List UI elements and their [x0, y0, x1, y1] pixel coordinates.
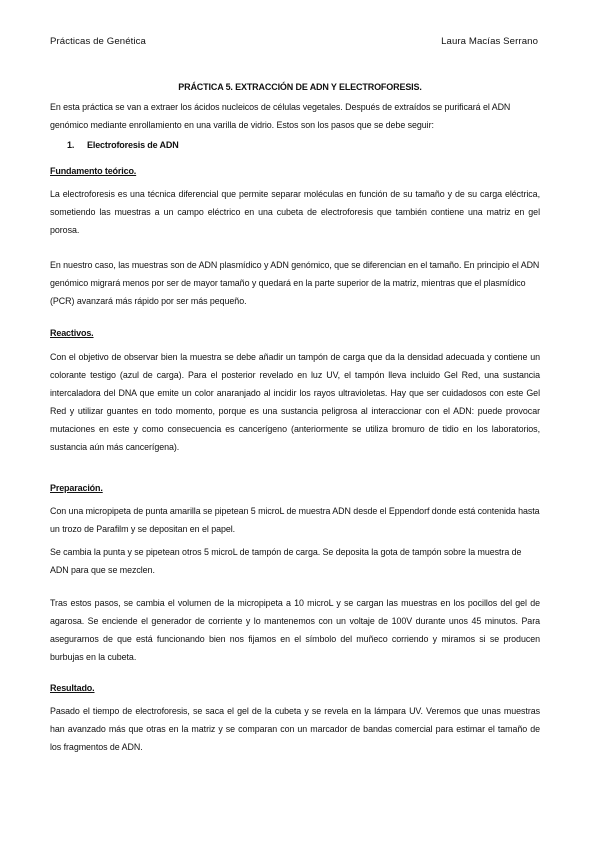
heading-preparacion: Preparación.	[50, 483, 103, 493]
resultado-paragraph: Pasado el tiempo de electroforesis, se saca el gel de la cubeta y se revela en la lámpara UV. Veremos que unas muestras han avanzado más que otras en la matriz y se comparan con un marcador de bandas comercial para estimar el tamaño de los fragmentos de ADN.	[50, 706, 540, 752]
header-author: Laura Macías Serrano	[441, 36, 538, 47]
heading-resultado: Resultado.	[50, 683, 95, 693]
reactivos-paragraph: Con el objetivo de observar bien la muestra se debe añadir un tampón de carga que da la densidad adecuada y contiene un colorante testigo (azul de carga). Para el posterior revelado en luz UV, el tampón lleva incluido Gel Red, una sustancia intercaladora del DNA que emite un color anaranjado al incidir los rayos ultravioletas. Hay que ser cuidadosos con este Gel Red y utilizar guantes en todo momento, porque es una sustancia peligrosa al interaccionar con el ADN: puede provocar mutaciones en este y como consecuencia es cancerígeno (anteriormente se utiliza bromuro de tidio en los laboratorios, sustancia aún más cancerígena).	[50, 352, 540, 452]
fundamento-paragraph-2: En nuestro caso, las muestras son de ADN plasmídico y ADN genómico, que se diferencian en el tamaño. En principio el ADN genómico migrará menos por ser de mayor tamaño y quedará en la parte superior de la matriz, mientras que el plasmídico (PCR) avanzará más rápido por ser más pequeño.	[50, 260, 540, 306]
fundamento-paragraph-1: La electroforesis es una técnica diferencial que permite separar moléculas en función de su tamaño y de su carga eléctrica, sometiendo las muestras a un campo eléctrico en una cubeta de electroforesis que también contiene una matriz en gel porosa.	[50, 189, 540, 235]
preparacion-paragraph-2: Se cambia la punta y se pipetean otros 5 microL de tampón de carga. Se deposita la gota de tampón sobre la muestra de ADN para que se mezclen.	[50, 547, 522, 575]
list-item-text: Electroforesis de ADN	[87, 140, 179, 150]
preparacion-paragraph-3: Tras estos pasos, se cambia el volumen de la micropipeta a 10 microL y se cargan las muestras en los pocillos del gel de agarosa. Se enciende el generador de corriente y lo mantenemos con un voltaje de 100V durante unos 45 minutos. Para asegurarnos de que está funcionando bien nos fijamos en el símbolo del muñeco corriendo y miramos si se producen burbujas en la cubeta.	[50, 598, 540, 662]
header-course: Prácticas de Genética	[50, 36, 146, 47]
heading-fundamento: Fundamento teórico.	[50, 166, 137, 176]
preparacion-paragraph-1: Con una micropipeta de punta amarilla se pipetean 5 microL de muestra ADN desde el Eppendorf donde está contenida hasta un trozo de Parafilm y se depositan en el papel.	[50, 506, 540, 534]
page-title: PRÁCTICA 5. EXTRACCIÓN DE ADN Y ELECTROFORESIS.	[178, 82, 422, 92]
list-item-electroforesis	[67, 140, 179, 150]
heading-reactivos: Reactivos.	[50, 328, 94, 338]
list-item-number: 1.	[67, 140, 75, 150]
intro-paragraph: En esta práctica se van a extraer los ácidos nucleicos de células vegetales. Después de extraídos se purificará el ADN genómico mediante enrollamiento en una varilla de vidrio. Estos son los pasos que se debe seguir:	[50, 102, 511, 130]
